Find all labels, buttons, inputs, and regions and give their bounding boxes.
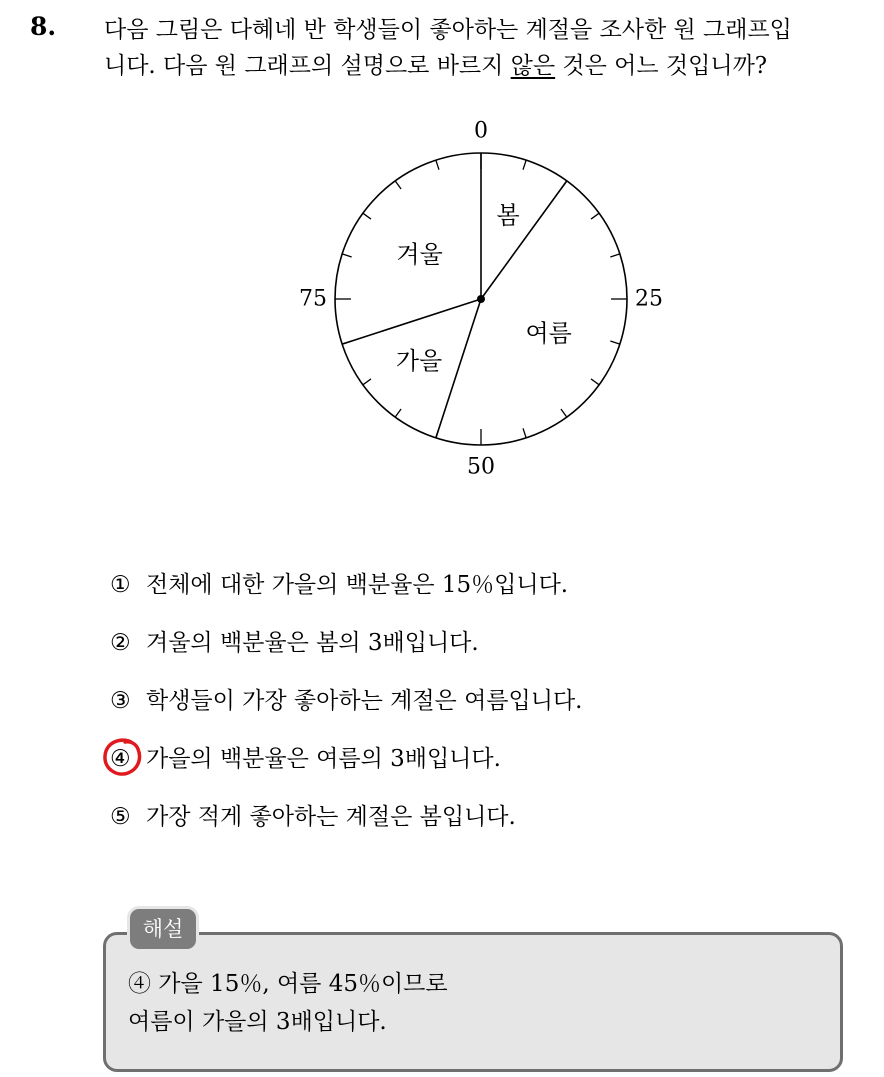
- pie-center-dot: [477, 295, 485, 303]
- choice-1-text: 전체에 대한 가을의 백분율은 15％입니다.: [146, 572, 569, 598]
- sector-boundary-2: [436, 299, 481, 438]
- minor-tick-40: [561, 409, 567, 417]
- choice-2-number: ②: [110, 630, 131, 656]
- choice-1-number: ①: [110, 572, 131, 598]
- tick-label-0: 0: [474, 118, 488, 144]
- minor-tick-85: [363, 213, 371, 219]
- slice-label-봄: 봄: [496, 201, 520, 230]
- answer-circle-mark: [101, 737, 145, 779]
- tick-label-25: 25: [635, 286, 663, 312]
- choice-list: [110, 565, 582, 855]
- question-text: [104, 12, 874, 84]
- answer-circle-stroke: [105, 740, 140, 774]
- slice-label-겨울: 겨울: [396, 240, 443, 269]
- minor-tick-35: [591, 379, 599, 385]
- minor-tick-20: [610, 254, 620, 257]
- question-line-2-after: 것은 어느 것입니까?: [555, 53, 768, 79]
- choice-4-text: 가을의 백분율은 여름의 3배입니다.: [146, 746, 501, 772]
- question-line-1: 다음 그림은 다혜네 반 학생들이 좋아하는 계절을 조사한 원 그래프입: [104, 17, 792, 43]
- choice-4[interactable]: [110, 739, 582, 797]
- choice-5[interactable]: [110, 797, 582, 855]
- minor-tick-15: [591, 213, 599, 219]
- choice-5-text: 가장 적게 좋아하는 계절은 봄입니다.: [146, 804, 516, 830]
- choice-5-number: ⑤: [110, 804, 131, 830]
- question-line-2: [104, 48, 874, 84]
- question-number: 8.: [30, 12, 57, 41]
- question-underlined-word: 않은: [510, 53, 556, 79]
- minor-tick-45: [523, 428, 526, 438]
- choice-1[interactable]: [110, 565, 582, 623]
- slice-label-가을: 가을: [395, 346, 443, 375]
- tick-label-50: 50: [467, 454, 495, 480]
- slice-label-여름: 여름: [525, 319, 572, 348]
- sector-boundary-1: [481, 181, 567, 299]
- choice-4-number: ④: [110, 746, 131, 772]
- minor-tick-65: [363, 379, 371, 385]
- minor-tick-60: [395, 409, 401, 417]
- choice-3-number: ③: [110, 688, 131, 714]
- minor-tick-80: [342, 254, 352, 257]
- minor-tick-30: [610, 341, 620, 344]
- choice-3-text: 학생들이 가장 좋아하는 계절은 여름입니다.: [146, 688, 583, 714]
- explanation-text: [128, 965, 448, 1041]
- pie-chart: [290, 118, 670, 488]
- choice-3[interactable]: [110, 681, 582, 739]
- minor-tick-5: [523, 160, 526, 170]
- explanation-line-2: 여름이 가을의 3배입니다.: [128, 1009, 387, 1035]
- choice-2[interactable]: [110, 623, 582, 681]
- explanation-badge: 해설: [127, 906, 199, 952]
- sector-boundary-3: [342, 299, 481, 344]
- minor-tick-95: [436, 160, 439, 170]
- choice-2-text: 겨울의 백분율은 봄의 3배입니다.: [146, 630, 479, 656]
- tick-label-75: 75: [299, 286, 327, 312]
- question-line-2-before: 니다. 다음 원 그래프의 설명으로 바르지: [104, 53, 511, 79]
- minor-tick-90: [395, 181, 401, 189]
- explanation-line-1: ④ 가을 15％, 여름 45％이므로: [128, 971, 448, 997]
